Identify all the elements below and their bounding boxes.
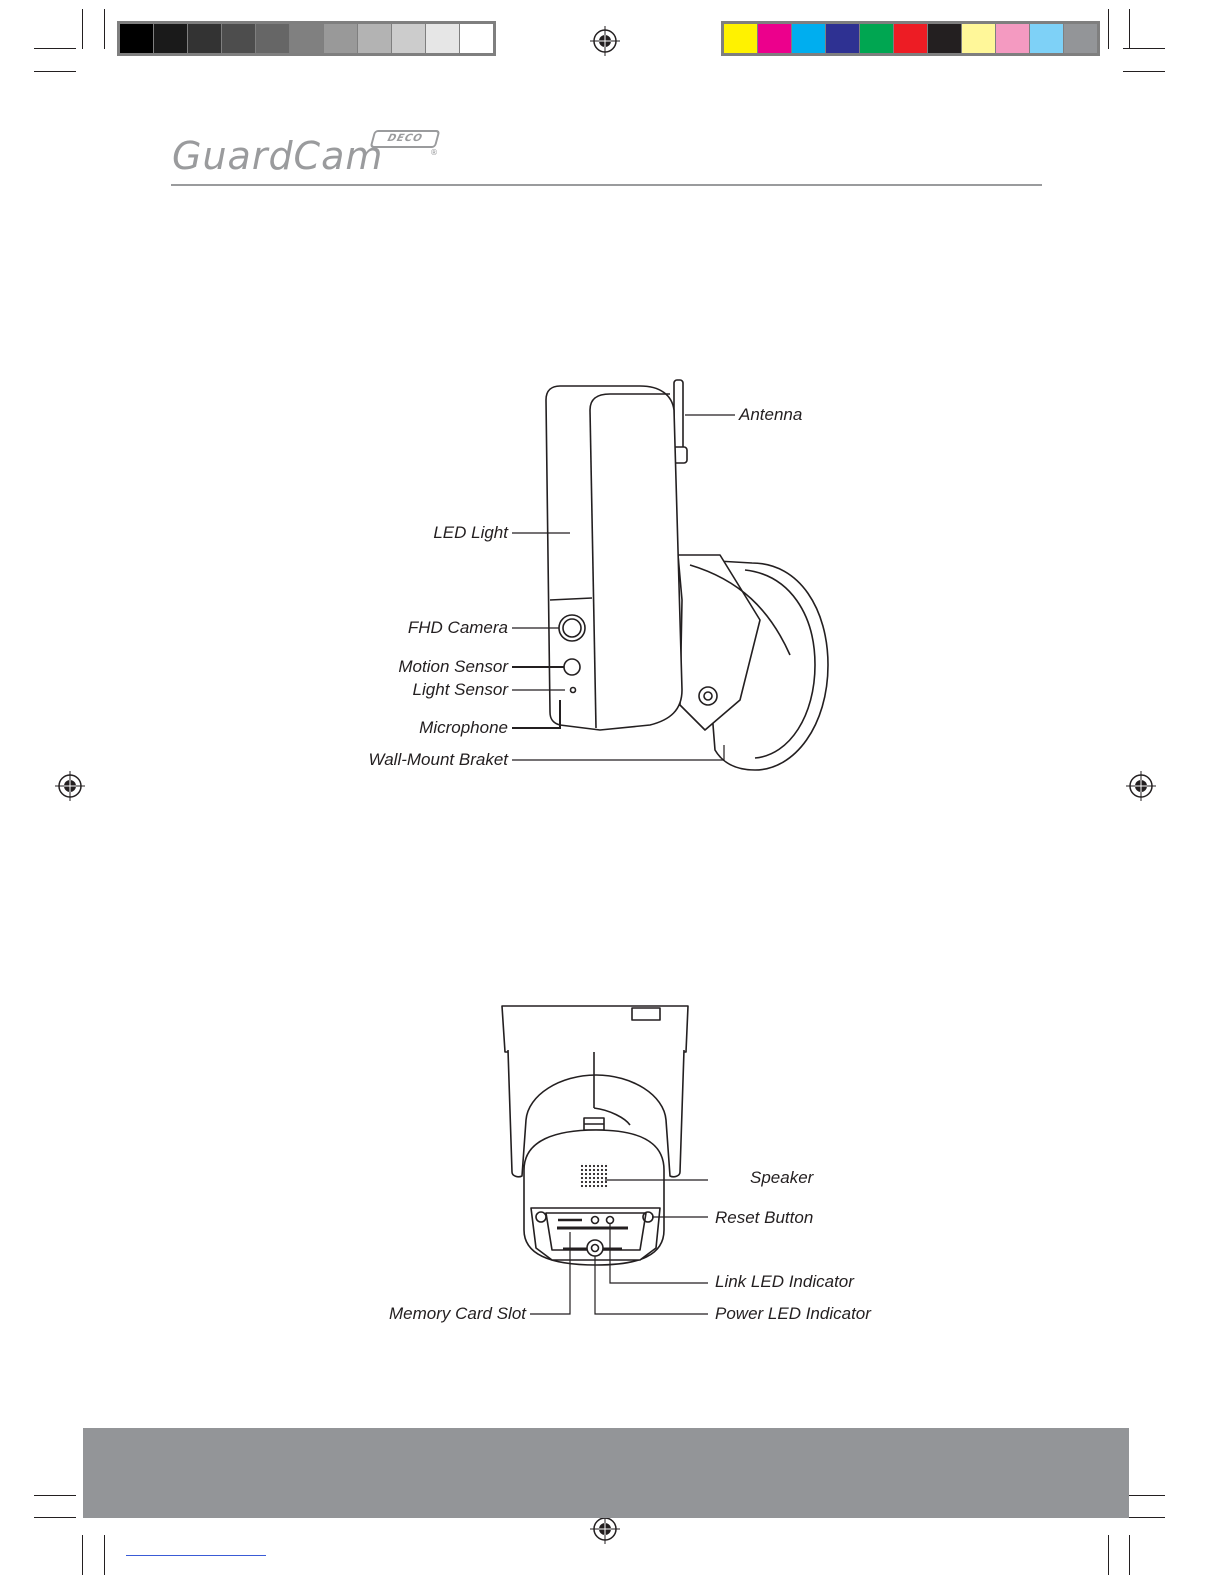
color-swatch-11 bbox=[1063, 24, 1097, 53]
color-swatch-3 bbox=[791, 24, 825, 53]
color-swatch-9 bbox=[995, 24, 1029, 53]
crop-mark bbox=[82, 9, 83, 49]
crop-mark bbox=[34, 48, 76, 49]
header-divider bbox=[171, 184, 1042, 186]
color-swatch-4 bbox=[825, 24, 859, 53]
gray-swatch-3 bbox=[187, 24, 221, 53]
color-swatch-2 bbox=[757, 24, 791, 53]
crop-mark bbox=[1123, 1495, 1165, 1496]
label-fhd-camera: FHD Camera bbox=[407, 618, 508, 637]
grayscale-color-bar bbox=[117, 21, 496, 56]
label-reset-button: Reset Button bbox=[715, 1208, 814, 1227]
label-antenna: Antenna bbox=[739, 405, 803, 424]
process-color-bar bbox=[721, 21, 1100, 56]
gray-swatch-4 bbox=[221, 24, 255, 53]
footer-bar bbox=[83, 1428, 1129, 1518]
registration-mark-top bbox=[590, 26, 620, 56]
registration-mark-left bbox=[55, 771, 85, 801]
label-link-led: Link LED Indicator bbox=[715, 1272, 854, 1291]
color-swatch-7 bbox=[927, 24, 961, 53]
logo-wordmark: GuardCam bbox=[172, 134, 384, 178]
label-led-light: LED Light bbox=[433, 523, 508, 542]
guardcam-logo bbox=[172, 124, 442, 178]
crop-mark bbox=[1123, 1517, 1165, 1518]
crop-mark bbox=[104, 1535, 105, 1575]
gray-swatch-8 bbox=[357, 24, 391, 53]
crop-mark bbox=[104, 9, 105, 49]
footer-link-underline bbox=[126, 1555, 266, 1556]
crop-mark bbox=[1129, 9, 1130, 49]
registration-mark-bottom bbox=[590, 1514, 620, 1544]
crop-mark bbox=[34, 71, 76, 72]
color-swatch-10 bbox=[1029, 24, 1063, 53]
gray-swatch-7 bbox=[323, 24, 357, 53]
color-swatch-1 bbox=[724, 24, 757, 53]
label-memory-card-slot: Memory Card Slot bbox=[389, 1304, 526, 1323]
color-swatch-5 bbox=[859, 24, 893, 53]
color-swatch-8 bbox=[961, 24, 995, 53]
label-power-led: Power LED Indicator bbox=[715, 1304, 871, 1323]
color-swatch-6 bbox=[893, 24, 927, 53]
gray-swatch-2 bbox=[153, 24, 187, 53]
crop-mark bbox=[1123, 71, 1165, 72]
gray-swatch-6 bbox=[289, 24, 323, 53]
label-light-sensor: Light Sensor bbox=[412, 680, 508, 699]
crop-mark bbox=[34, 1517, 76, 1518]
crop-mark bbox=[34, 1495, 76, 1496]
gray-swatch-5 bbox=[255, 24, 289, 53]
label-speaker: Speaker bbox=[750, 1168, 814, 1187]
crop-mark bbox=[1108, 9, 1109, 49]
gray-swatch-9 bbox=[391, 24, 425, 53]
label-microphone: Microphone bbox=[419, 718, 508, 737]
crop-mark bbox=[1108, 1535, 1109, 1575]
registration-mark-right bbox=[1126, 771, 1156, 801]
crop-mark bbox=[82, 1535, 83, 1575]
label-motion-sensor: Motion Sensor bbox=[398, 657, 508, 676]
bottom-view-leader-lines bbox=[520, 1170, 720, 1330]
crop-mark bbox=[1129, 1535, 1130, 1575]
gray-swatch-1 bbox=[120, 24, 153, 53]
camera-front-view-illustration bbox=[500, 370, 840, 780]
gray-swatch-10 bbox=[425, 24, 459, 53]
label-wall-mount: Wall-Mount Braket bbox=[368, 750, 508, 769]
registered-mark: ® bbox=[430, 148, 438, 157]
logo-badge: DECO bbox=[370, 130, 441, 148]
gray-swatch-11 bbox=[459, 24, 493, 53]
